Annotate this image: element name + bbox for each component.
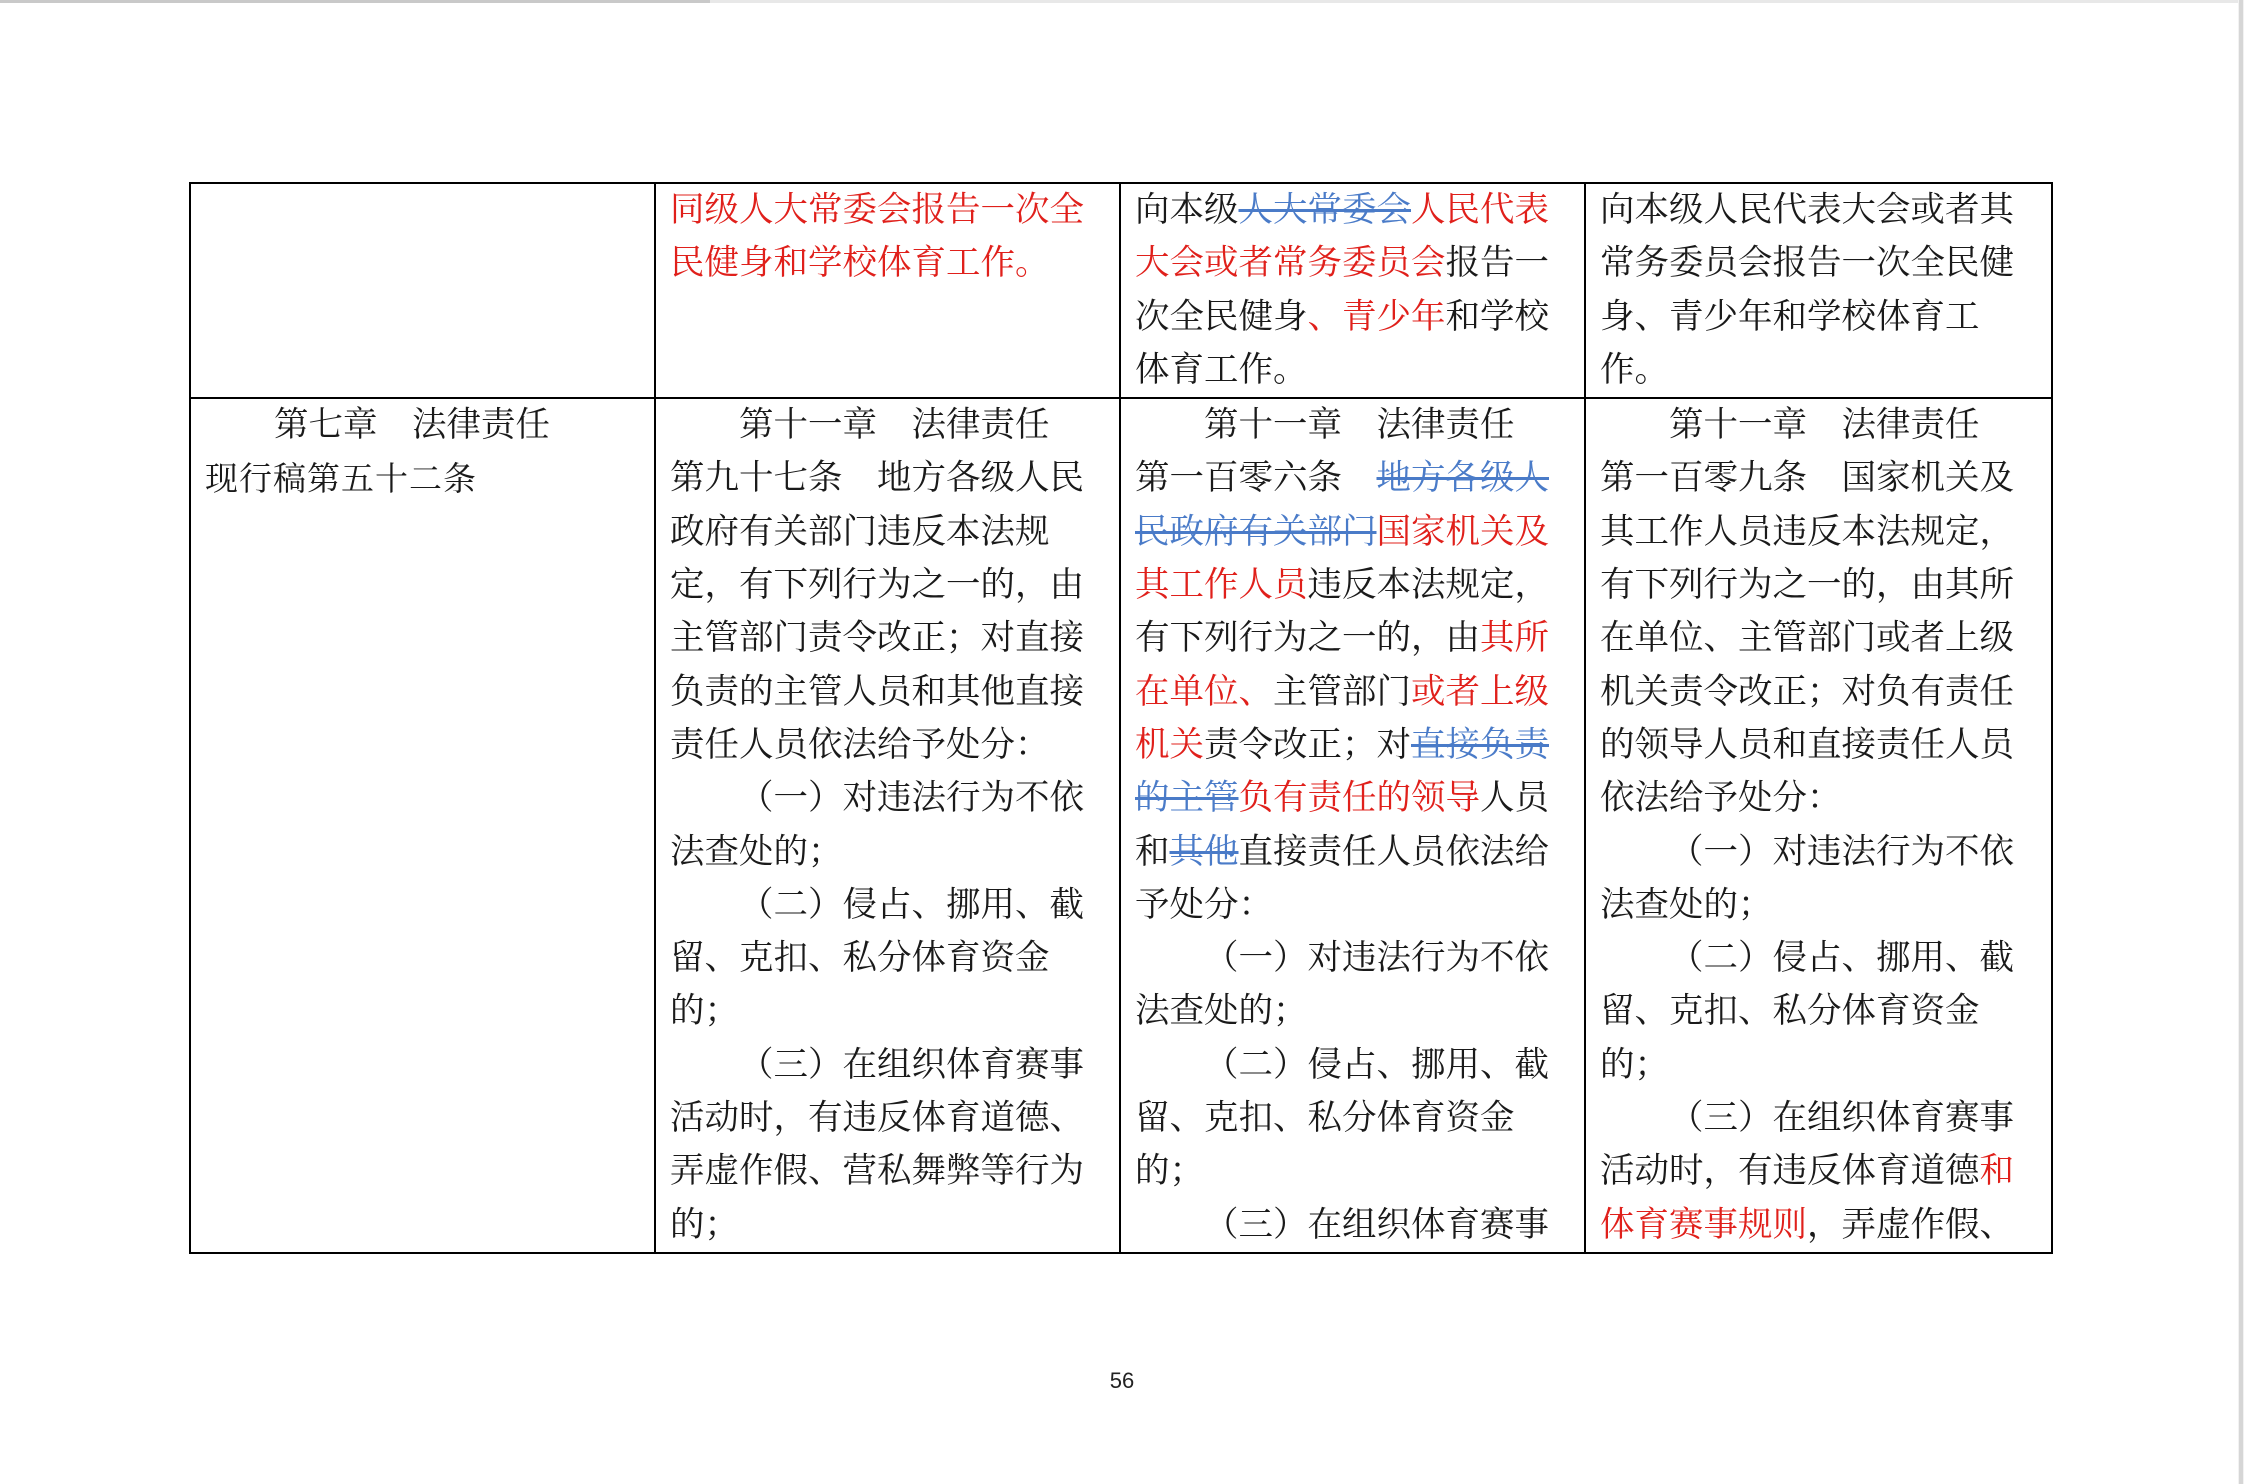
list-item <box>1135 1039 1570 1199</box>
chapter-heading: 第十一章 法律责任 <box>739 405 1050 446</box>
list-item <box>1600 1092 2037 1252</box>
current-draft-note: 现行稿第五十二条 <box>205 459 477 499</box>
final-cell <box>1585 183 2052 398</box>
added-text: 同级人大常委会报告一次全民健身和学校体育工作。 <box>670 190 1084 284</box>
added-text: 国家机关及其工作人员 <box>1135 511 1549 606</box>
text-segment: （一）对违法行为不依法查处的； <box>670 778 1084 872</box>
text-segment: 第一百零六条 <box>1135 458 1377 499</box>
text-segment: 第九十七条 地方各级人民政府有关部门违反本法规定，有下列行为之一的，由主管部门责令改正；对直接负责的主管人员和其他直接责任人员依法给予处分： <box>670 458 1084 765</box>
deleted-text: 地方各级人民政府有关部门 <box>1135 458 1549 552</box>
revision-cell <box>1120 183 1585 398</box>
draft-cell <box>655 183 1120 398</box>
deleted-text: 人大常委会 <box>1238 190 1411 230</box>
list-item <box>670 1039 1105 1252</box>
deleted-text: 其他 <box>1169 831 1239 872</box>
text-segment: 人员和 <box>1135 778 1549 872</box>
text-segment: 第一百零九条 国家机关及其工作人员违反本法规定，有下列行为之一的，由其所在单位、主管部门或者上级机关责令改正；对负有责任的领导人员和直接责任人员依法给予处分： <box>1600 458 2014 819</box>
text-segment: 和学校体育工作。 <box>1135 296 1549 390</box>
list-item <box>670 772 1105 879</box>
list-item <box>1600 932 2037 1092</box>
chapter-heading: 第十一章 法律责任 <box>1204 405 1515 446</box>
added-text: 和体育赛事规则 <box>1600 1151 2014 1245</box>
chapter-heading: 第七章 法律责任 <box>274 405 550 446</box>
text-segment: （三）在组织体育赛事活动时，有违反体育道德、弄虚作假、营私舞弊等行为的； <box>670 1044 1084 1245</box>
text-segment: 向本级人民代表大会或者其常务委员会报告一次全民健身、青少年和学校体育工作。 <box>1600 190 2014 390</box>
comparison-table <box>189 182 2053 1254</box>
draft-article-text <box>670 190 1084 283</box>
list-item <box>1600 826 2037 933</box>
text-segment: （二）侵占、挪用、截留、克扣、私分体育资金的； <box>1600 938 2014 1085</box>
horizontal-scrollbar[interactable] <box>0 0 2244 3</box>
table-row-continued <box>190 183 2052 398</box>
current-law-cell <box>190 398 655 1253</box>
added-text: 、青少年 <box>1307 296 1446 337</box>
added-text: 人民代表大会或者常务委员会 <box>1135 190 1549 284</box>
text-segment: （三）在组织体育赛事 <box>1204 1204 1549 1245</box>
added-text: 或者上级机关 <box>1135 671 1549 765</box>
list-item <box>1135 1199 1570 1252</box>
text-segment: （一）对违法行为不依法查处的； <box>1600 831 2014 925</box>
article-text <box>1600 458 2014 818</box>
text-segment: 向本级 <box>1135 190 1239 230</box>
revision-article-text <box>1135 190 1549 390</box>
text-segment: 主管部门 <box>1273 671 1411 712</box>
draft-cell <box>655 398 1120 1253</box>
text-segment: （二）侵占、挪用、截留、克扣、私分体育资金的； <box>670 884 1084 1032</box>
vertical-scrollbar-thumb[interactable] <box>2239 0 2243 1484</box>
deleted-text: 直接负责的主管 <box>1135 724 1549 819</box>
article-text <box>1135 458 1549 924</box>
text-segment: 报告一次全民健身 <box>1135 243 1549 337</box>
horizontal-scrollbar-thumb[interactable] <box>0 0 710 3</box>
chapter-heading: 第十一章 法律责任 <box>1669 405 1980 446</box>
table-row-chapter <box>190 398 2052 1253</box>
revision-cell <box>1120 398 1585 1253</box>
text-segment: （一）对违法行为不依法查处的； <box>1135 938 1549 1032</box>
text-segment: （二）侵占、挪用、截留、克扣、私分体育资金的； <box>1135 1044 1549 1192</box>
text-segment: （三）在组织体育赛事活动时，有违反体育道德 <box>1600 1098 2014 1192</box>
page-number: 56 <box>1109 1368 1135 1393</box>
text-segment: 责令改正；对 <box>1204 724 1411 765</box>
article-text <box>670 458 1084 764</box>
added-text: 负有责任的领导 <box>1238 778 1480 819</box>
text-segment: ，弄虚作假、 <box>1807 1204 2014 1245</box>
list-item <box>670 879 1105 1039</box>
final-article-text <box>1600 190 2014 390</box>
text-segment: 直接责任人员依法给予处分： <box>1135 831 1549 925</box>
final-cell <box>1585 398 2052 1253</box>
list-item <box>1135 932 1570 1039</box>
text-segment: 违反本法规定，有下列行为之一的，由 <box>1135 565 1549 659</box>
added-text: 其所在单位、 <box>1135 618 1549 712</box>
vertical-scrollbar[interactable] <box>2238 0 2244 1484</box>
current-law-cell <box>190 183 655 398</box>
